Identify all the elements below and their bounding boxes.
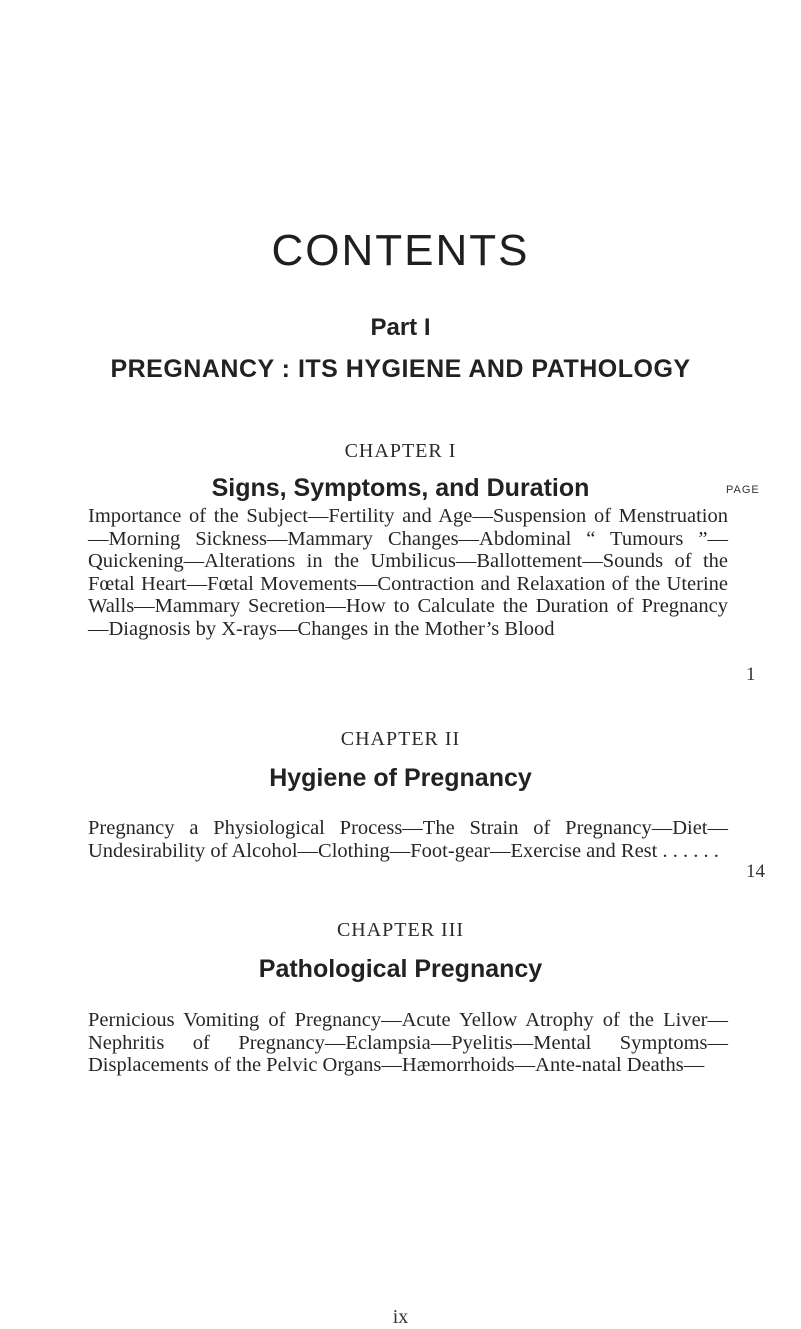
chapter-1-summary: Importance of the Subject—Fertility and Age—Suspension of Menstruation—Morning Sickness—Mammary Changes—Abdominal “ Tumours ”—Quickening—Alterations in the Umbilicus—Ballottement—Sounds of the Fœtal Heart—Fœtal Movements—Contraction and Relaxation of the Uterine Walls—Mammary Secretion—How to Calculate the Duration of Pregnancy—Diagnosis by X-rays—Changes in the Mother’s Blood (88, 505, 728, 640)
part-title: PREGNANCY : ITS HYGIENE AND PATHOLOGY (110, 355, 691, 383)
contents-heading: CONTENTS (271, 226, 530, 275)
chapter-2-title: Hygiene of Pregnancy (269, 764, 532, 792)
chapter-2-summary: Pregnancy a Physiological Process—The Strain of Pregnancy—Diet—Undesirability of Alcohol—Clothing—Foot-gear—Exercise and Rest . . . . . . (88, 817, 728, 862)
chapter-2-page: 14 (746, 861, 765, 882)
chapter-3-summary: Pernicious Vomiting of Pregnancy—Acute Yellow Atrophy of the Liver—Nephritis of Pregnancy—Eclampsia—Pyelitis—Mental Symptoms—Displacements of the Pelvic Organs—Hæmorrhoids—Ante-natal Deaths— (88, 1009, 728, 1077)
chapter-3-label: CHAPTER III (336, 919, 465, 941)
chapter-1-label: CHAPTER I (344, 440, 457, 462)
chapter-3-title: Pathological Pregnancy (258, 955, 543, 983)
chapter-2-label: CHAPTER II (340, 728, 461, 750)
page-folio: ix (392, 1306, 409, 1328)
page-column-label: PAGE (726, 484, 760, 496)
part-label: Part I (370, 314, 431, 341)
chapter-1-page: 1 (746, 664, 756, 685)
chapter-1-title: Signs, Symptoms, and Duration (211, 474, 590, 502)
